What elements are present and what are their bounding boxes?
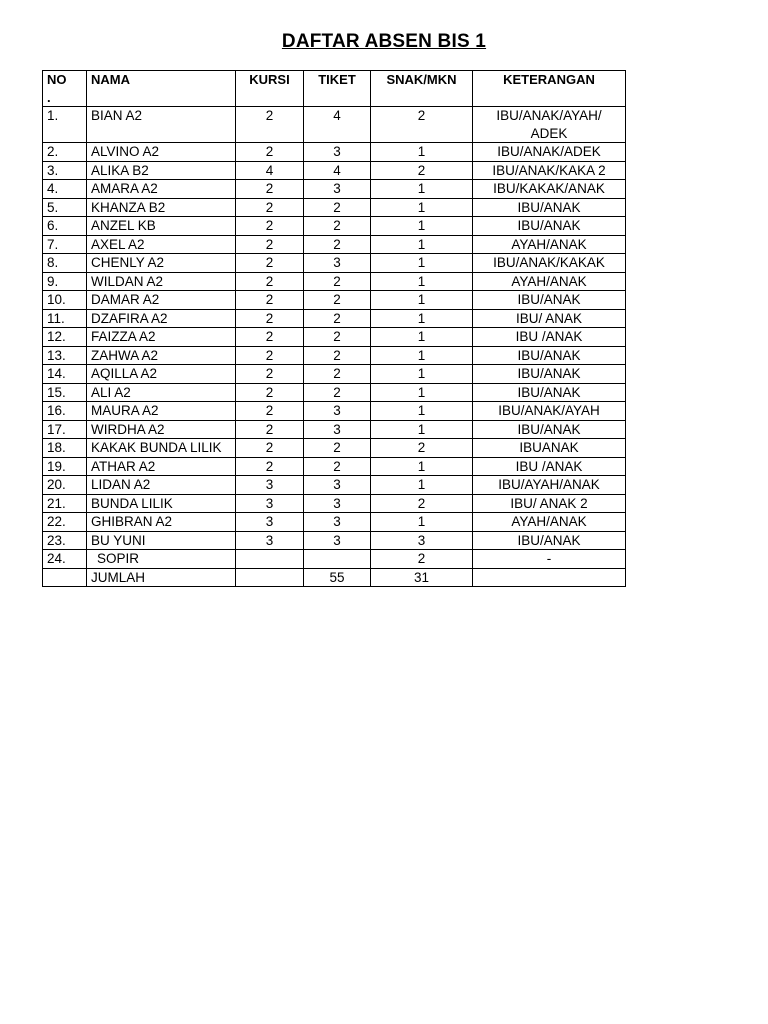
cell-no: 22. xyxy=(43,513,87,532)
cell-kursi: 2 xyxy=(236,402,304,421)
header-no-line-2: . xyxy=(47,89,51,105)
cell-snak-mkn: 1 xyxy=(371,328,473,347)
cell-kursi: 2 xyxy=(236,291,304,310)
attendance-table xyxy=(42,70,626,587)
cell-tiket: 3 xyxy=(304,420,371,439)
table-row xyxy=(43,143,626,162)
cell-keterangan: IBU/ANAK xyxy=(473,531,626,550)
cell-snak-mkn: 1 xyxy=(371,383,473,402)
cell-tiket: 3 xyxy=(304,402,371,421)
cell-no: 15. xyxy=(43,383,87,402)
cell-snak-mkn: 1 xyxy=(371,420,473,439)
cell-nama: ALVINO A2 xyxy=(87,143,236,162)
cell-nama: KHANZA B2 xyxy=(87,198,236,217)
cell-no: 3. xyxy=(43,161,87,180)
table-row xyxy=(43,513,626,532)
cell-snak-mkn: 1 xyxy=(371,254,473,273)
cell-snak-mkn: 2 xyxy=(371,161,473,180)
table-row xyxy=(43,439,626,458)
cell-no: 9. xyxy=(43,272,87,291)
cell-nama: JUMLAH xyxy=(87,568,236,587)
cell-snak-mkn: 1 xyxy=(371,513,473,532)
cell-tiket: 2 xyxy=(304,198,371,217)
cell-snak-mkn: 1 xyxy=(371,402,473,421)
cell-tiket: 2 xyxy=(304,291,371,310)
cell-snak-mkn: 1 xyxy=(371,457,473,476)
cell-no: 20. xyxy=(43,476,87,495)
cell-nama: ALI A2 xyxy=(87,383,236,402)
cell-keterangan: IBU/ANAK/AYAH/ ADEK xyxy=(473,107,626,143)
cell-snak-mkn: 1 xyxy=(371,476,473,495)
cell-tiket: 4 xyxy=(304,107,371,143)
cell-kursi: 2 xyxy=(236,328,304,347)
cell-snak-mkn: 2 xyxy=(371,550,473,569)
cell-kursi: 2 xyxy=(236,217,304,236)
cell-kursi: 3 xyxy=(236,476,304,495)
cell-no: 14. xyxy=(43,365,87,384)
table-row xyxy=(43,365,626,384)
cell-nama: CHENLY A2 xyxy=(87,254,236,273)
cell-nama: AQILLA A2 xyxy=(87,365,236,384)
cell-nama: ALIKA B2 xyxy=(87,161,236,180)
cell-snak-mkn: 1 xyxy=(371,272,473,291)
cell-snak-mkn: 1 xyxy=(371,346,473,365)
cell-no: 18. xyxy=(43,439,87,458)
cell-kursi: 2 xyxy=(236,143,304,162)
cell-tiket: 2 xyxy=(304,328,371,347)
cell-kursi: 3 xyxy=(236,531,304,550)
cell-nama: KAKAK BUNDA LILIK xyxy=(87,439,236,458)
cell-tiket: 2 xyxy=(304,439,371,458)
cell-snak-mkn: 1 xyxy=(371,365,473,384)
table-row xyxy=(43,217,626,236)
header-row xyxy=(43,71,626,107)
table-row xyxy=(43,476,626,495)
cell-nama: AXEL A2 xyxy=(87,235,236,254)
cell-keterangan: IBU/ANAK xyxy=(473,217,626,236)
table-row xyxy=(43,235,626,254)
cell-kursi xyxy=(236,568,304,587)
cell-keterangan: IBU /ANAK xyxy=(473,457,626,476)
cell-no: 11. xyxy=(43,309,87,328)
cell-tiket: 3 xyxy=(304,513,371,532)
cell-no xyxy=(43,568,87,587)
cell-keterangan: IBUANAK xyxy=(473,439,626,458)
cell-tiket: 3 xyxy=(304,254,371,273)
cell-kursi: 2 xyxy=(236,457,304,476)
table-row xyxy=(43,494,626,513)
cell-no: 2. xyxy=(43,143,87,162)
cell-no: 12. xyxy=(43,328,87,347)
cell-kursi: 2 xyxy=(236,346,304,365)
table-row xyxy=(43,346,626,365)
cell-keterangan: AYAH/ANAK xyxy=(473,513,626,532)
cell-snak-mkn: 3 xyxy=(371,531,473,550)
cell-tiket: 3 xyxy=(304,143,371,162)
cell-keterangan: IBU/ANAK xyxy=(473,383,626,402)
cell-nama: LIDAN A2 xyxy=(87,476,236,495)
cell-no: 21. xyxy=(43,494,87,513)
cell-keterangan: IBU/ ANAK xyxy=(473,309,626,328)
cell-tiket: 2 xyxy=(304,217,371,236)
table-row xyxy=(43,254,626,273)
table-row xyxy=(43,272,626,291)
table-row xyxy=(43,383,626,402)
table-row xyxy=(43,291,626,310)
cell-tiket: 4 xyxy=(304,161,371,180)
cell-kursi xyxy=(236,550,304,569)
cell-keterangan: IBU/ANAK/ADEK xyxy=(473,143,626,162)
cell-tiket: 2 xyxy=(304,383,371,402)
cell-no: 1. xyxy=(43,107,87,143)
cell-keterangan: IBU/ANAK xyxy=(473,198,626,217)
header-keterangan: KETERANGAN xyxy=(473,71,626,107)
header-no xyxy=(43,71,87,107)
cell-no: 10. xyxy=(43,291,87,310)
cell-tiket: 2 xyxy=(304,457,371,476)
cell-nama: BUNDA LILIK xyxy=(87,494,236,513)
cell-nama: DAMAR A2 xyxy=(87,291,236,310)
header-kursi: KURSI xyxy=(236,71,304,107)
cell-keterangan: IBU/ANAK xyxy=(473,291,626,310)
cell-tiket: 55 xyxy=(304,568,371,587)
table-row xyxy=(43,180,626,199)
header-tiket: TIKET xyxy=(304,71,371,107)
cell-keterangan: IBU/AYAH/ANAK xyxy=(473,476,626,495)
cell-tiket: 3 xyxy=(304,476,371,495)
table-body xyxy=(43,107,626,587)
document-title: DAFTAR ABSEN BIS 1 xyxy=(281,31,487,52)
cell-nama: AMARA A2 xyxy=(87,180,236,199)
cell-kursi: 2 xyxy=(236,439,304,458)
table-row xyxy=(43,457,626,476)
cell-nama: ZAHWA A2 xyxy=(87,346,236,365)
cell-nama: BIAN A2 xyxy=(87,107,236,143)
cell-keterangan: AYAH/ANAK xyxy=(473,272,626,291)
cell-no: 17. xyxy=(43,420,87,439)
cell-snak-mkn: 1 xyxy=(371,180,473,199)
table-row xyxy=(43,309,626,328)
cell-keterangan: - xyxy=(473,550,626,569)
cell-nama: WILDAN A2 xyxy=(87,272,236,291)
table-row xyxy=(43,198,626,217)
cell-no: 16. xyxy=(43,402,87,421)
cell-tiket xyxy=(304,550,371,569)
table-row xyxy=(43,402,626,421)
cell-keterangan: AYAH/ANAK xyxy=(473,235,626,254)
cell-tiket: 2 xyxy=(304,235,371,254)
cell-snak-mkn: 1 xyxy=(371,291,473,310)
cell-kursi: 2 xyxy=(236,383,304,402)
header-no-line-1: NO xyxy=(47,72,67,87)
cell-kursi: 2 xyxy=(236,180,304,199)
cell-kursi: 2 xyxy=(236,309,304,328)
cell-keterangan xyxy=(473,568,626,587)
cell-no: 8. xyxy=(43,254,87,273)
cell-kursi: 2 xyxy=(236,235,304,254)
cell-no: 7. xyxy=(43,235,87,254)
cell-keterangan: IBU/KAKAK/ANAK xyxy=(473,180,626,199)
cell-snak-mkn: 2 xyxy=(371,494,473,513)
cell-snak-mkn: 1 xyxy=(371,143,473,162)
cell-nama: FAIZZA A2 xyxy=(87,328,236,347)
cell-keterangan: IBU/ANAK/KAKAK xyxy=(473,254,626,273)
cell-tiket: 2 xyxy=(304,365,371,384)
table-row xyxy=(43,550,626,569)
cell-kursi: 2 xyxy=(236,365,304,384)
cell-tiket: 2 xyxy=(304,309,371,328)
cell-nama: WIRDHA A2 xyxy=(87,420,236,439)
cell-kursi: 2 xyxy=(236,420,304,439)
cell-snak-mkn: 2 xyxy=(371,439,473,458)
cell-no: 5. xyxy=(43,198,87,217)
cell-tiket: 3 xyxy=(304,531,371,550)
cell-snak-mkn: 1 xyxy=(371,235,473,254)
cell-nama: SOPIR xyxy=(87,550,236,569)
cell-no: 19. xyxy=(43,457,87,476)
table-row xyxy=(43,328,626,347)
table-row xyxy=(43,531,626,550)
cell-tiket: 2 xyxy=(304,346,371,365)
table-row xyxy=(43,420,626,439)
cell-nama: BU YUNI xyxy=(87,531,236,550)
cell-tiket: 3 xyxy=(304,180,371,199)
cell-kursi: 3 xyxy=(236,494,304,513)
cell-nama: MAURA A2 xyxy=(87,402,236,421)
header-snak-mkn: SNAK/MKN xyxy=(371,71,473,107)
cell-nama: GHIBRAN A2 xyxy=(87,513,236,532)
cell-snak-mkn: 1 xyxy=(371,217,473,236)
cell-kursi: 3 xyxy=(236,513,304,532)
cell-no: 24. xyxy=(43,550,87,569)
cell-nama: ANZEL KB xyxy=(87,217,236,236)
header-nama: NAMA xyxy=(87,71,236,107)
total-row xyxy=(43,568,626,587)
cell-no: 13. xyxy=(43,346,87,365)
cell-kursi: 2 xyxy=(236,107,304,143)
cell-keterangan: IBU/ANAK/AYAH xyxy=(473,402,626,421)
cell-keterangan: IBU/ ANAK 2 xyxy=(473,494,626,513)
cell-no: 4. xyxy=(43,180,87,199)
cell-no: 6. xyxy=(43,217,87,236)
cell-snak-mkn: 31 xyxy=(371,568,473,587)
cell-nama: ATHAR A2 xyxy=(87,457,236,476)
cell-snak-mkn: 1 xyxy=(371,198,473,217)
cell-nama: DZAFIRA A2 xyxy=(87,309,236,328)
cell-kursi: 2 xyxy=(236,198,304,217)
cell-keterangan: IBU/ANAK xyxy=(473,346,626,365)
cell-tiket: 2 xyxy=(304,272,371,291)
cell-tiket: 3 xyxy=(304,494,371,513)
cell-snak-mkn: 1 xyxy=(371,309,473,328)
cell-keterangan: IBU /ANAK xyxy=(473,328,626,347)
cell-keterangan: IBU/ANAK xyxy=(473,420,626,439)
cell-no: 23. xyxy=(43,531,87,550)
cell-keterangan: IBU/ANAK xyxy=(473,365,626,384)
cell-kursi: 2 xyxy=(236,254,304,273)
cell-keterangan: IBU/ANAK/KAKA 2 xyxy=(473,161,626,180)
cell-kursi: 2 xyxy=(236,272,304,291)
table-row xyxy=(43,107,626,143)
table-row xyxy=(43,161,626,180)
cell-kursi: 4 xyxy=(236,161,304,180)
cell-snak-mkn: 2 xyxy=(371,107,473,143)
